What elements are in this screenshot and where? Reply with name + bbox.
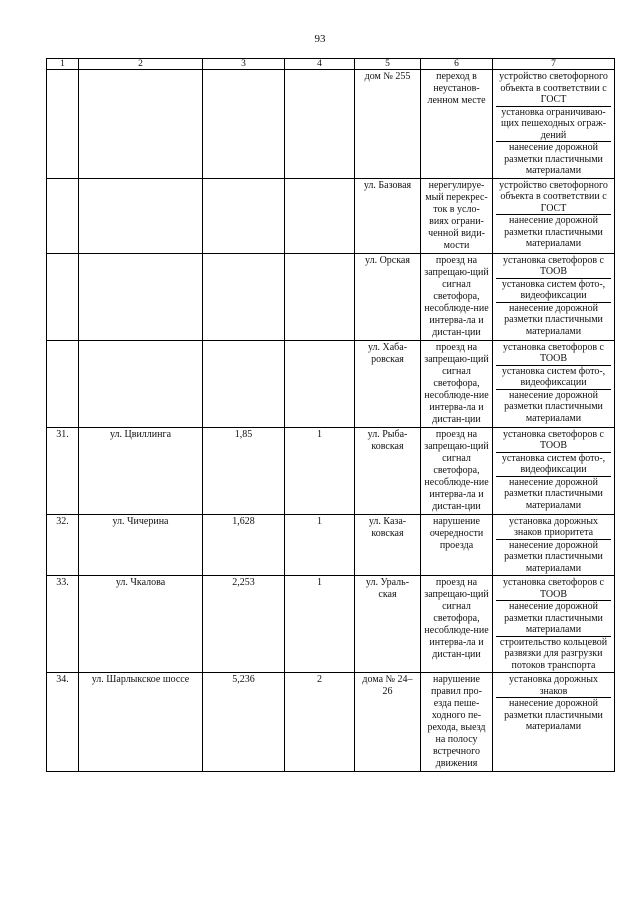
measures-cell [493, 70, 615, 179]
street-length [203, 253, 285, 340]
location: дом № 255 [355, 70, 421, 179]
street-name [79, 178, 203, 253]
count-value: 1 [285, 576, 355, 673]
street-name: ул. Шарлыкское шоссе [79, 673, 203, 772]
street-length [203, 70, 285, 179]
count-value: 1 [285, 514, 355, 576]
measure-item: нанесение дорожной разметки пластичными материалами [496, 389, 611, 425]
street-name: ул. Чичерина [79, 514, 203, 576]
street-length: 5,236 [203, 673, 285, 772]
violation-type: переход в неустанов-ленном месте [421, 70, 493, 179]
column-header: 7 [493, 59, 615, 70]
violation-type: проезд на запрещаю-щий сигнал светофора, несоблюде-ние интерва-ла и дистан-ции [421, 340, 493, 427]
table-row [47, 178, 615, 253]
measure-item: нанесение дорожной разметки пластичными материалами [496, 539, 611, 575]
row-number: 31. [47, 427, 79, 514]
measure-item: нанесение дорожной разметки пластичными материалами [496, 476, 611, 512]
column-header: 4 [285, 59, 355, 70]
violation-type: нарушение очередности проезда [421, 514, 493, 576]
page-number: 93 [314, 33, 326, 45]
measure-item: установка светофоров с ТООВ [502, 341, 604, 364]
measure-item: установка дорожных знаков приоритета [509, 515, 598, 538]
measure-item: установка дорожных знаков [509, 674, 598, 697]
location: ул. Орская [355, 253, 421, 340]
table-row [47, 514, 615, 576]
measure-item: строительство кольцевой развязки для разгрузки потоков транспорта [496, 636, 611, 672]
header-row [47, 59, 615, 70]
measure-item: установка систем фото-, видеофиксации [496, 452, 611, 476]
table-row [47, 340, 615, 427]
street-name [79, 70, 203, 179]
measure-item: установка систем фото-, видеофиксации [496, 278, 611, 302]
measure-item: нанесение дорожной разметки пластичными материалами [496, 302, 611, 338]
measure-item: установка систем фото-, видеофиксации [496, 365, 611, 389]
measures-cell [493, 340, 615, 427]
measures-cell [493, 514, 615, 576]
location: дома № 24–26 [355, 673, 421, 772]
measure-item: устройство светофорного объекта в соответствии с ГОСТ [499, 179, 608, 214]
measure-item: нанесение дорожной разметки пластичными материалами [496, 141, 611, 177]
location: ул. Рыба-ковская [355, 427, 421, 514]
location: ул. Базовая [355, 178, 421, 253]
column-header: 1 [47, 59, 79, 70]
measures-cell [493, 253, 615, 340]
violation-type: проезд на запрещаю-щий сигнал светофора, несоблюде-ние интерва-ла и дистан-ции [421, 427, 493, 514]
location: ул. Ураль-ская [355, 576, 421, 673]
location: ул. Каза-ковская [355, 514, 421, 576]
measure-item: установка светофоров с ТООВ [502, 428, 604, 451]
measures-table [46, 58, 615, 772]
violation-type: нарушение правил про-езда пеше-ходного пе-рехода, выезд на полосу встречного движения [421, 673, 493, 772]
count-value: 2 [285, 673, 355, 772]
row-number [47, 178, 79, 253]
measure-item: установка светофоров с ТООВ [502, 577, 604, 600]
count-value [285, 178, 355, 253]
count-value [285, 340, 355, 427]
street-name: ул. Цвиллинга [79, 427, 203, 514]
column-header: 6 [421, 59, 493, 70]
measures-cell [493, 178, 615, 253]
violation-type: проезд на запрещаю-щий сигнал светофора, несоблюде-ние интерва-ла и дистан-ции [421, 253, 493, 340]
table-row [47, 253, 615, 340]
table-row [47, 427, 615, 514]
table-row [47, 576, 615, 673]
violation-type: нерегулируе-мый перекрес-ток в усло-виях ограни-ченной види-мости [421, 178, 493, 253]
measure-item: нанесение дорожной разметки пластичными материалами [496, 214, 611, 250]
street-length: 2,253 [203, 576, 285, 673]
measure-item: нанесение дорожной разметки пластичными материалами [496, 600, 611, 636]
street-name [79, 340, 203, 427]
measure-item: установка ограничиваю-щих пешеходных ограж-дений [496, 106, 611, 142]
measures-cell [493, 427, 615, 514]
column-header: 3 [203, 59, 285, 70]
row-number [47, 340, 79, 427]
column-header: 2 [79, 59, 203, 70]
street-length [203, 178, 285, 253]
row-number [47, 253, 79, 340]
table-row [47, 673, 615, 772]
street-name: ул. Чкалова [79, 576, 203, 673]
row-number: 34. [47, 673, 79, 772]
street-length: 1,628 [203, 514, 285, 576]
row-number: 33. [47, 576, 79, 673]
location: ул. Хаба-ровская [355, 340, 421, 427]
measures-cell [493, 673, 615, 772]
street-length: 1,85 [203, 427, 285, 514]
measure-item: установка светофоров с ТООВ [502, 254, 604, 277]
column-header: 5 [355, 59, 421, 70]
count-value [285, 253, 355, 340]
row-number: 32. [47, 514, 79, 576]
table-row [47, 70, 615, 179]
measure-item: устройство светофорного объекта в соответствии с ГОСТ [499, 71, 608, 105]
street-name [79, 253, 203, 340]
count-value [285, 70, 355, 179]
street-length [203, 340, 285, 427]
violation-type: проезд на запрещаю-щий сигнал светофора, несоблюде-ние интерва-ла и дистан-ции [421, 576, 493, 673]
measures-cell [493, 576, 615, 673]
row-number [47, 70, 79, 179]
measure-item: нанесение дорожной разметки пластичными материалами [496, 697, 611, 733]
count-value: 1 [285, 427, 355, 514]
